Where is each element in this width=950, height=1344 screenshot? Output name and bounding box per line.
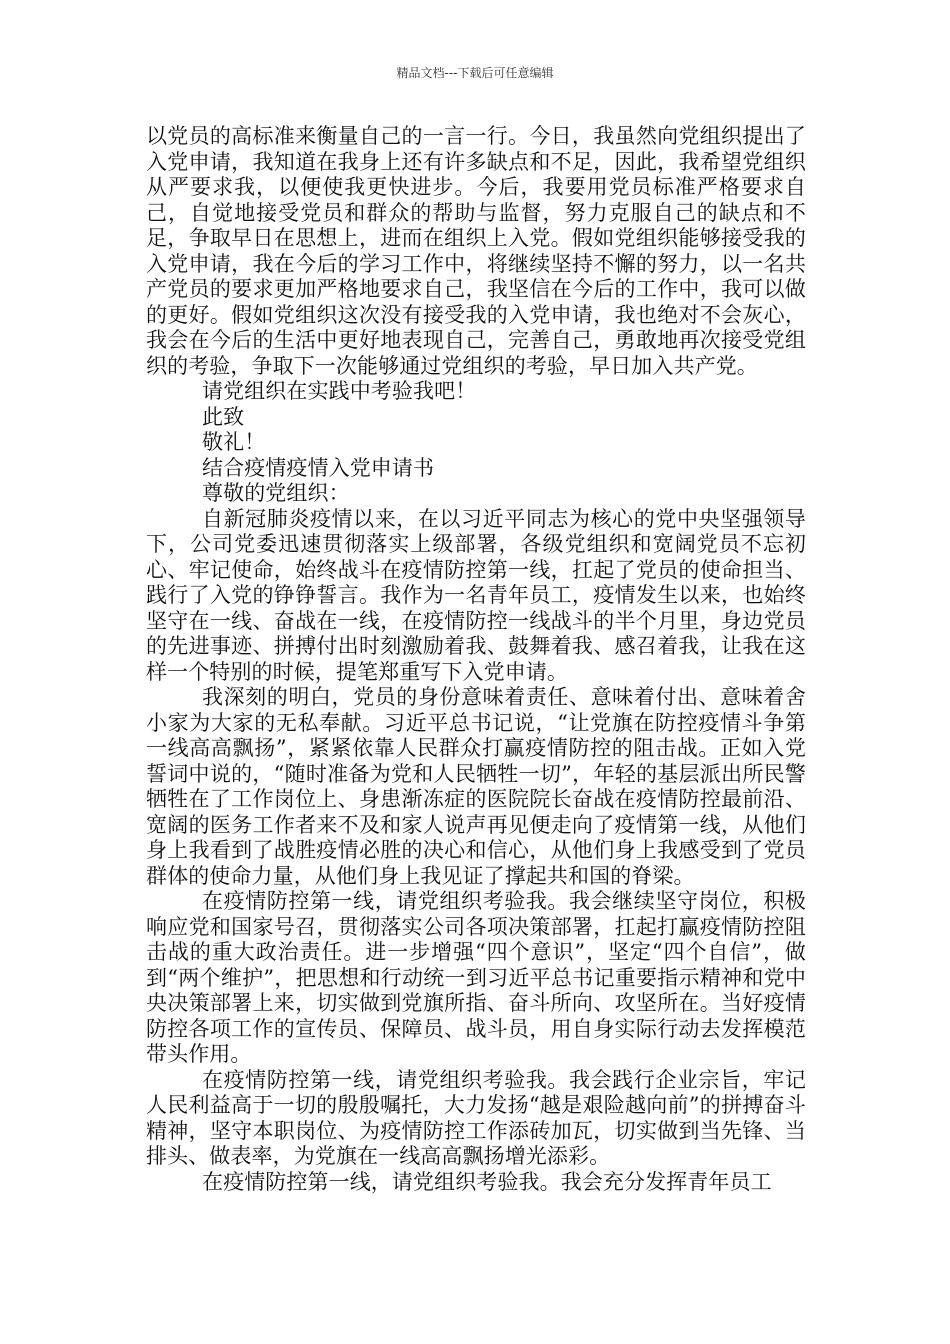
document-title: 结合疫情疫情入党申请书	[202, 455, 435, 480]
paragraph-10: 在疫情防控第一线，请党组织考验我。我会践行企业宗旨，牢记人民利益高于一切的殷殷嘱托，大力发扬“越是艰险越向前”的拼搏奋斗精神，坚守本职岗位、为疫情防控工作添砖加瓦，切实做到当先锋、当排头、做表率，为党旗在一线高高飘扬增光添彩。	[146, 1067, 806, 1168]
paragraph-4: 敬礼！	[202, 430, 266, 454]
paragraph-8: 我深刻的明白，党员的身份意味着责任、意味着付出、意味着舍小家为大家的无私奉献。习近平总书记说，“让党旗在防控疫情斗争第一线高高飘扬”，紧紧依靠人民群众打赢疫情防控的阻击战。正如入党誓词中说的，“随时准备为党和人民牺牲一切”，年轻的基层派出所民警牺牲在了工作岗位上、身患渐冻症的医院院长奋战在疫情防控最前沿、宽阔的医务工作者来不及和家人说声再见便走向了疫情第一线，从他们身上我看到了战胜疫情必胜的决心和信心，从他们身上我感受到了党员群体的使命力量，从他们身上我见证了撑起共和国的脊梁。	[146, 685, 806, 888]
paragraph-9: 在疫情防控第一线，请党组织考验我。我会继续坚守岗位，积极响应党和国家号召，贯彻落实公司各项决策部署，扛起打赢疫情防控阻击战的重大政治责任。进一步增强“四个意识”，坚定“四个自信”，做到“两个维护”，把思想和行动统一到习近平总书记重要指示精神和党中央决策部署上来，切实做到党旗所指、奋斗所向、攻坚所在。当好疫情防控各项工作的宣传员、保障员、战斗员，用自身实际行动去发挥模范带头作用。	[146, 889, 806, 1066]
paragraph-2: 请党组织在实践中考验我吧！	[202, 379, 477, 403]
paragraph-1: 以党员的高标准来衡量自己的一言一行。今日，我虽然向党组织提出了入党申请，我知道在我身上还有许多缺点和不足，因此，我希望党组织从严要求我，以便使我更快进步。今后，我要用党员标准严格要求自己，自觉地接受党员和群众的帮助与监督，努力克服自己的缺点和不足，争取早日在思想上，进而在组织上入党。假如党组织能够接受我的入党申请，我在今后的学习工作中，将继续坚持不懈的努力，以一名共产党员的要求更加严格地要求自己，我坚信在今后的工作中，我可以做的更好。假如党组织这次没有接受我的入党申请，我也绝对不会灰心，我会在今后的生活中更好地表现自己，完善自己，勇敢地再次接受党组织的考验，争取下一次能够通过党组织的考验，早日加入共产党。	[146, 124, 806, 378]
paragraph-11: 在疫情防控第一线，请党组织考验我。我会充分发挥青年员工	[202, 1169, 772, 1194]
page-header: 精品文档---下载后可任意编辑	[396, 66, 554, 80]
salutation: 尊敬的党组织：	[202, 481, 350, 505]
paragraph-7: 自新冠肺炎疫情以来，在以习近平同志为核心的党中央坚强领导下，公司党委迅速贯彻落实上级部署，各级党组织和宽阔党员不忘初心、牢记使命，始终战斗在疫情防控第一线，扛起了党员的使命担当、践行了入党的铮铮誓言。我作为一名青年员工，疫情发生以来，也始终坚守在一线、奋战在一线，在疫情防控一线战斗的半个月里，身边党员的先进事迹、拼搏付出时刻激励着我、鼓舞着我、感召着我，让我在这样一个特别的时候，提笔郑重写下入党申请。	[146, 506, 806, 684]
document-body	[146, 124, 806, 1195]
paragraph-3: 此致	[202, 404, 245, 429]
